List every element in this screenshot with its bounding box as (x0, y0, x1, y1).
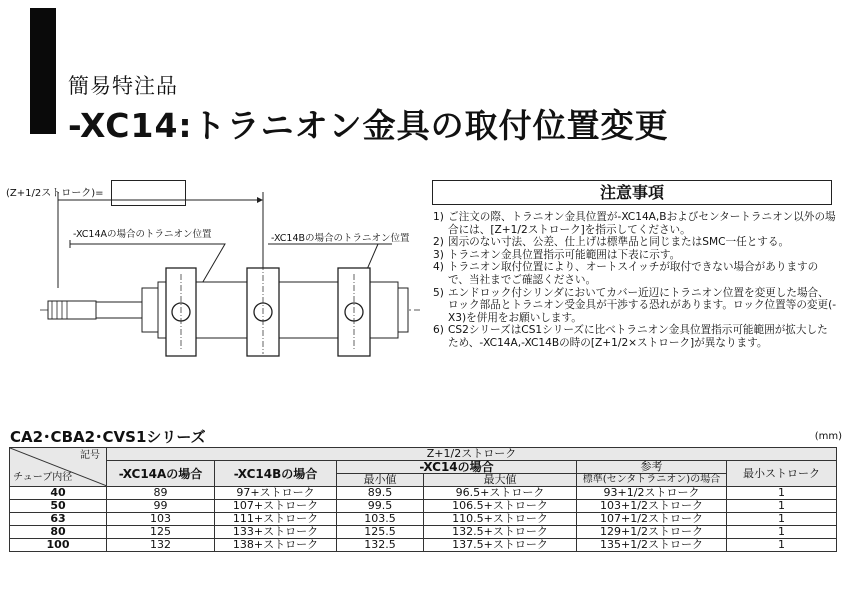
note-number: 3) (433, 248, 444, 261)
label-trunnion-a: -XC14Aの場合のトラニオン位置 (73, 229, 212, 240)
piston-rod (96, 302, 142, 318)
cell-bore: 40 (10, 487, 107, 500)
note-number: 1) (433, 211, 444, 223)
cell-b: 111+ストローク (215, 513, 337, 526)
col-header-ref-sub: 標準(センタトラニオン)の場合 (577, 474, 727, 487)
col-header-min-stroke: 最小ストローク (727, 461, 837, 487)
cell-a: 125 (107, 526, 215, 539)
note-number: 2) (433, 236, 444, 249)
cell-min: 132.5 (337, 539, 424, 552)
head-cover (398, 288, 408, 332)
cell-max: 110.5+ストローク (424, 513, 577, 526)
cell-max: 106.5+ストローク (424, 500, 577, 513)
cell-ref: 93+1/2ストローク (577, 487, 727, 500)
table-corner-cell (10, 448, 107, 487)
col-header-ref: 参考 (577, 461, 727, 474)
table-row (10, 526, 837, 539)
cell-ref: 135+1/2ストローク (577, 539, 727, 552)
notes-heading: 注意事項 (432, 180, 832, 205)
table-row (10, 513, 837, 526)
note-number: 4) (433, 261, 444, 274)
cylinder-diagram (0, 178, 425, 378)
cell-ref: 107+1/2ストローク (577, 513, 727, 526)
cell-min-stroke: 1 (727, 487, 837, 500)
cell-max: 132.5+ストローク (424, 526, 577, 539)
table-row (10, 500, 837, 513)
cell-max: 96.5+ストローク (424, 487, 577, 500)
cell-bore: 63 (10, 513, 107, 526)
cell-min-stroke: 1 (727, 500, 837, 513)
cell-a: 99 (107, 500, 215, 513)
unit-label: (mm) (814, 431, 842, 442)
note-text: 図示のない寸法、公差、仕上げは標準品と同じまたはSMC一任とする。 (448, 236, 790, 249)
title-accent-bar (30, 8, 56, 134)
corner-label-bore: チューブ内径 (13, 472, 73, 483)
cell-b: 133+ストローク (215, 526, 337, 539)
table-row (10, 539, 837, 552)
cell-min-stroke: 1 (727, 513, 837, 526)
cell-min: 99.5 (337, 500, 424, 513)
cell-b: 97+ストローク (215, 487, 337, 500)
dimension-label: (Z+1/2ストローク)= (6, 188, 104, 199)
cell-bore: 80 (10, 526, 107, 539)
cell-ref: 129+1/2ストローク (577, 526, 727, 539)
note-text: エンドロック付シリンダにおいてカバー近辺にトラニオン位置を変更した場合、ロック部品とトラニオン受金具が干渉する恐れがあります。ロック位置等の変更(-X3)を併用をお願いします。 (448, 286, 837, 324)
page-title: -XC14:トラニオン金具の取付位置変更 (68, 106, 669, 145)
col-header-xc14b: -XC14Bの場合 (215, 461, 337, 487)
note-text: トラニオン金具位置指示可能範囲は下表に示す。 (448, 248, 681, 261)
col-header-min: 最小値 (337, 474, 424, 487)
note-item (433, 236, 838, 249)
cell-a: 132 (107, 539, 215, 552)
cell-min-stroke: 1 (727, 539, 837, 552)
cell-ref: 103+1/2ストローク (577, 500, 727, 513)
col-header-xc14a: -XC14Aの場合 (107, 461, 215, 487)
notes-list (433, 211, 838, 350)
cell-min: 103.5 (337, 513, 424, 526)
rod-cover (142, 288, 158, 332)
cell-b: 107+ストローク (215, 500, 337, 513)
group-header: Z+1/2ストローク (107, 448, 837, 461)
note-text: CS2シリーズはCS1シリーズに比べトラニオン金具位置指示可能範囲が拡大したため、-XC14A,-XC14Bの時の[Z+1/2×ストローク]が異なります。 (448, 324, 828, 349)
note-number: 6) (433, 324, 444, 337)
table-row (10, 487, 837, 500)
note-item (433, 261, 838, 286)
label-trunnion-b: -XC14Bの場合のトラニオン位置 (271, 233, 410, 244)
note-text: トラニオン取付位置により、オートスイッチが取付できない場合がありますので、当社までご確認ください。 (448, 261, 819, 286)
corner-label-symbol: 記号 (80, 450, 100, 461)
cell-max: 137.5+ストローク (424, 539, 577, 552)
series-title: CA2･CBA2･CVS1シリーズ (10, 428, 206, 446)
piston-rod-thread (48, 301, 96, 319)
cell-min-stroke: 1 (727, 526, 837, 539)
page-subtitle: 簡易特注品 (68, 74, 178, 98)
spec-table (9, 447, 837, 552)
note-item (433, 211, 838, 236)
note-item (433, 287, 838, 325)
col-header-max: 最大値 (424, 474, 577, 487)
col-header-xc14: -XC14の場合 (337, 461, 577, 474)
note-number: 5) (433, 286, 444, 299)
note-item (433, 324, 838, 349)
cell-min: 125.5 (337, 526, 424, 539)
cell-b: 138+ストローク (215, 539, 337, 552)
cell-a: 103 (107, 513, 215, 526)
note-item (433, 249, 838, 262)
cell-bore: 50 (10, 500, 107, 513)
cell-a: 89 (107, 487, 215, 500)
note-text: ご注文の際、トラニオン金具位置が-XC14A,Bおよびセンタートラニオン以外の場合には、[Z+1/2ストローク]を指示してください。 (448, 211, 836, 236)
cell-min: 89.5 (337, 487, 424, 500)
cell-bore: 100 (10, 539, 107, 552)
